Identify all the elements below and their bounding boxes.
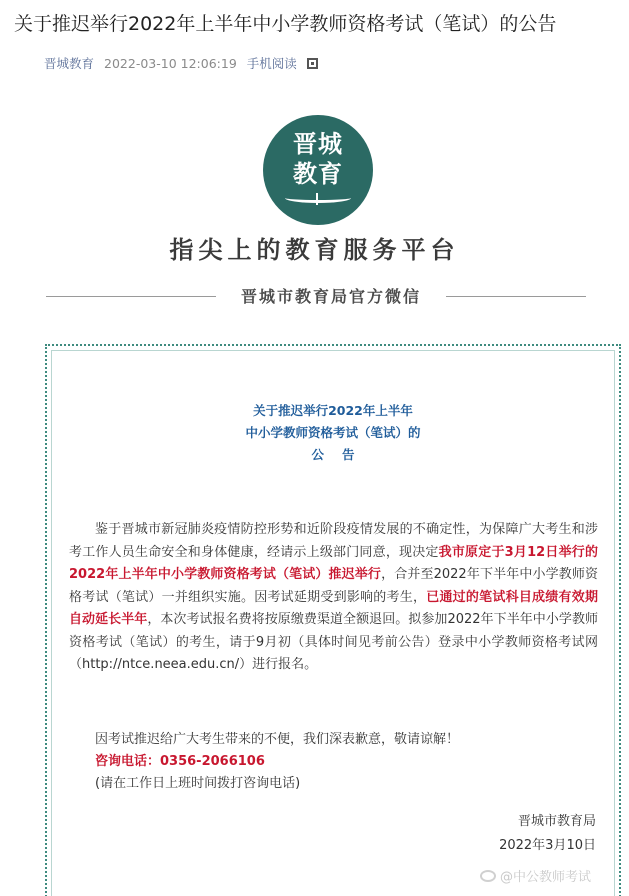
apology-text: 因考试推迟给广大考生带来的不便，我们深表歉意，敬请谅解！ <box>95 732 460 747</box>
signer: 晋城市教育局 <box>517 814 596 829</box>
account-name[interactable]: 晋城教育 <box>44 56 95 71</box>
divider-left <box>46 296 216 297</box>
official-wechat-subline: 晋城市教育局官方微信 <box>240 287 421 306</box>
qr-code-icon[interactable] <box>307 58 318 69</box>
jincheng-education-logo <box>263 115 373 225</box>
notice-paragraph: 鉴于晋城市新冠肺炎疫情防控形势和近阶段疫情发展的不确定性，为保障广大考生和涉考工作人员生命安全和身体健康，经请示上级部门同意，现决定我市原定于3月12日举行的2022年上半年中小学教师资格考试（笔试）推迟举行，合并至2022年下半年中小学教师资格考试（笔试）一并组织实施。因考试延期受到影响的考生，已通过的笔试科目成绩有效期自动延长半年，本次考试报名费将按原缴费渠道全额退回。拟参加2022年下半年中小学教师资格考试（笔试）的考生，请于9月初（具体时间见考前公告）登录中小学教师资格考试网（http://ntce.neea.edu.cn/）进行报名。 <box>69 522 598 672</box>
slogan: 指尖上的教育服务平台 <box>169 235 460 264</box>
article-meta <box>44 54 318 72</box>
postponement-highlight: 我市原定于3月12日举行的2022年上半年中小学教师资格考试（笔试）推迟举行 <box>69 544 598 582</box>
divider-right <box>446 296 586 297</box>
weibo-watermark: @中公教师考试 <box>480 866 591 885</box>
notice-title: 关于推迟举行2022年上半年 中小学教师资格考试（笔试）的 公告 <box>245 403 421 462</box>
signature <box>400 810 596 858</box>
publish-datetime: 2022-03-10 12:06:19 <box>104 55 237 71</box>
consult-phone: 咨询电话：0356-2066106 <box>95 754 265 769</box>
score-validity-highlight: 已通过的笔试科目成绩有效期自动延长半年 <box>69 589 598 627</box>
open-book-icon <box>285 193 351 203</box>
weibo-icon <box>480 870 496 882</box>
phone-note: (请在工作日上班时间拨打咨询电话) <box>95 776 301 791</box>
article-title: 关于推迟举行2022年上半年中小学教师资格考试（笔试）的公告 <box>14 13 557 35</box>
mobile-read-link[interactable]: 手机阅读 <box>246 56 297 71</box>
logo-text: 晋城 教育 <box>293 129 343 188</box>
sign-date: 2022年3月10日 <box>499 838 596 853</box>
notice-body <box>69 519 598 677</box>
